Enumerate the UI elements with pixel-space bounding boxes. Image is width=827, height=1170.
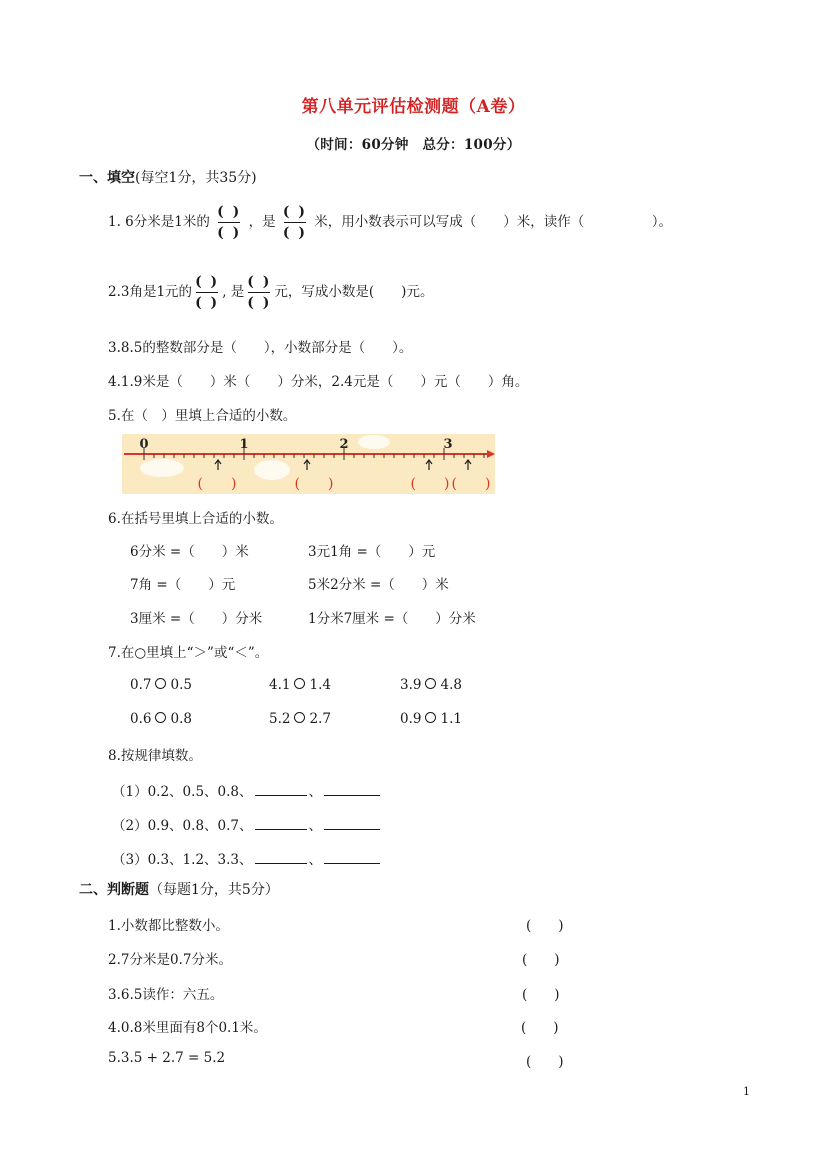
section-1-heading bbox=[79, 167, 257, 187]
number-line-figure bbox=[122, 434, 495, 494]
question-2 bbox=[108, 275, 433, 310]
fraction-blank[interactable]: $\frac{( )}{( )}$ bbox=[217, 204, 242, 241]
sequence-blank[interactable] bbox=[324, 828, 380, 830]
q6-item: 3元1角 =（ ）元 bbox=[308, 544, 436, 560]
judge-answer-blank[interactable]: ( ) bbox=[526, 918, 564, 934]
question-5-text: 5.在（ ）里填上合适的小数。 bbox=[108, 408, 297, 424]
ruler-label-2: 2 bbox=[339, 437, 349, 452]
compare-circle-icon[interactable] bbox=[155, 712, 166, 723]
compare-circle-icon[interactable] bbox=[155, 678, 166, 689]
ruler-label-1: 1 bbox=[239, 437, 249, 452]
fraction-blank[interactable]: $\frac{( )}{( )}$ bbox=[195, 274, 220, 311]
judge-item: 5.3.5 + 2.7 = 5.2 bbox=[108, 1050, 226, 1066]
sequence-blank[interactable] bbox=[255, 862, 307, 864]
compare-circle-icon[interactable] bbox=[425, 678, 436, 689]
section-1-title: 一、填空 bbox=[79, 170, 135, 186]
judge-answer-blank[interactable]: ( ) bbox=[522, 987, 560, 1003]
q6-item: 1分米7厘米 =（ ）分米 bbox=[308, 611, 476, 627]
compare-item: 5.2 2.7 bbox=[269, 711, 331, 727]
fraction-blank[interactable]: $\frac{( )}{( )}$ bbox=[247, 274, 272, 311]
section-2-title: 二、判断题 bbox=[79, 882, 149, 898]
judge-answer-blank[interactable]: ( ) bbox=[522, 952, 560, 968]
page-subtitle: （时间：60分钟 总分：100分） bbox=[306, 137, 521, 153]
question-6-text: 6.在括号里填上合适的小数。 bbox=[108, 511, 283, 527]
q6-item: 3厘米 =（ ）分米 bbox=[130, 611, 263, 627]
judge-item: 2.7分米是0.7分米。 bbox=[108, 952, 232, 968]
question-8-text: 8.按规律填数。 bbox=[108, 748, 202, 764]
compare-item: 0.6 0.8 bbox=[130, 711, 192, 727]
sequence-blank[interactable] bbox=[255, 794, 307, 796]
ruler-blank[interactable]: ( ) bbox=[197, 476, 237, 492]
question-1-text-b: ，是 bbox=[248, 214, 276, 230]
question-4: 4.1.9米是（ ）米（ ）分米，2.4元是（ ）元（ ）角。 bbox=[108, 374, 529, 390]
compare-item: 3.9 4.8 bbox=[400, 677, 462, 693]
sequence-blank[interactable] bbox=[324, 794, 380, 796]
judge-item: 1.小数都比整数小。 bbox=[108, 918, 229, 934]
judge-item: 4.0.8米里面有8个0.1米。 bbox=[108, 1020, 267, 1036]
judge-item: 3.6.5读作：六五。 bbox=[108, 987, 224, 1003]
question-2-text-b: , 是 bbox=[222, 284, 245, 300]
page-number: 1 bbox=[743, 1085, 750, 1098]
ruler-blank[interactable]: ( ) bbox=[410, 476, 450, 492]
compare-item: 0.7 0.5 bbox=[130, 677, 192, 693]
ruler-blank[interactable]: ( ) bbox=[451, 476, 491, 492]
question-3: 3.8.5的整数部分是（ ），小数部分是（ ）。 bbox=[108, 340, 413, 356]
ruler-blank[interactable]: ( ) bbox=[294, 476, 334, 492]
sequence-row: （2）0.9、0.8、0.7、 、 bbox=[112, 814, 382, 834]
question-1-text-a: 1. 6分米是1米的 bbox=[108, 214, 210, 230]
sequence-blank[interactable] bbox=[324, 862, 380, 864]
compare-item: 4.1 1.4 bbox=[269, 677, 331, 693]
q6-item: 7角 =（ ）元 bbox=[130, 577, 236, 593]
judge-answer-blank[interactable]: ( ) bbox=[521, 1020, 559, 1036]
sequence-row: （1）0.2、0.5、0.8、 、 bbox=[112, 780, 382, 800]
number-line-svg bbox=[122, 434, 495, 494]
compare-circle-icon[interactable] bbox=[425, 712, 436, 723]
question-7-text: 7.在○里填上“＞”或“＜”。 bbox=[108, 645, 269, 661]
question-2-text-c: 元，写成小数是( )元。 bbox=[274, 284, 434, 300]
section-1-note: (每空1分，共35分) bbox=[135, 170, 257, 186]
fraction-blank[interactable]: $\frac{( )}{( )}$ bbox=[282, 204, 307, 241]
section-2-heading bbox=[79, 879, 279, 899]
compare-item: 0.9 1.1 bbox=[400, 711, 462, 727]
question-1 bbox=[108, 205, 672, 240]
sequence-blank[interactable] bbox=[255, 828, 307, 830]
question-1-text-c: 米，用小数表示可以写成（ ）米，读作（ ）。 bbox=[314, 214, 673, 230]
question-2-text-a: 2.3角是1元的 bbox=[108, 284, 193, 300]
sequence-row: （3）0.3、1.2、3.3、 、 bbox=[112, 848, 382, 868]
q6-item: 6分米 =（ ）米 bbox=[130, 544, 249, 560]
compare-circle-icon[interactable] bbox=[294, 678, 305, 689]
ruler-label-0: 0 bbox=[139, 437, 149, 452]
page-title: 第八单元评估检测题（A卷） bbox=[301, 97, 526, 117]
section-2-note: （每题1分，共5分） bbox=[149, 882, 279, 898]
compare-circle-icon[interactable] bbox=[294, 712, 305, 723]
q6-item: 5米2分米 =（ ）米 bbox=[308, 577, 449, 593]
ruler-label-3: 3 bbox=[443, 437, 453, 452]
judge-answer-blank[interactable]: ( ) bbox=[526, 1054, 564, 1070]
